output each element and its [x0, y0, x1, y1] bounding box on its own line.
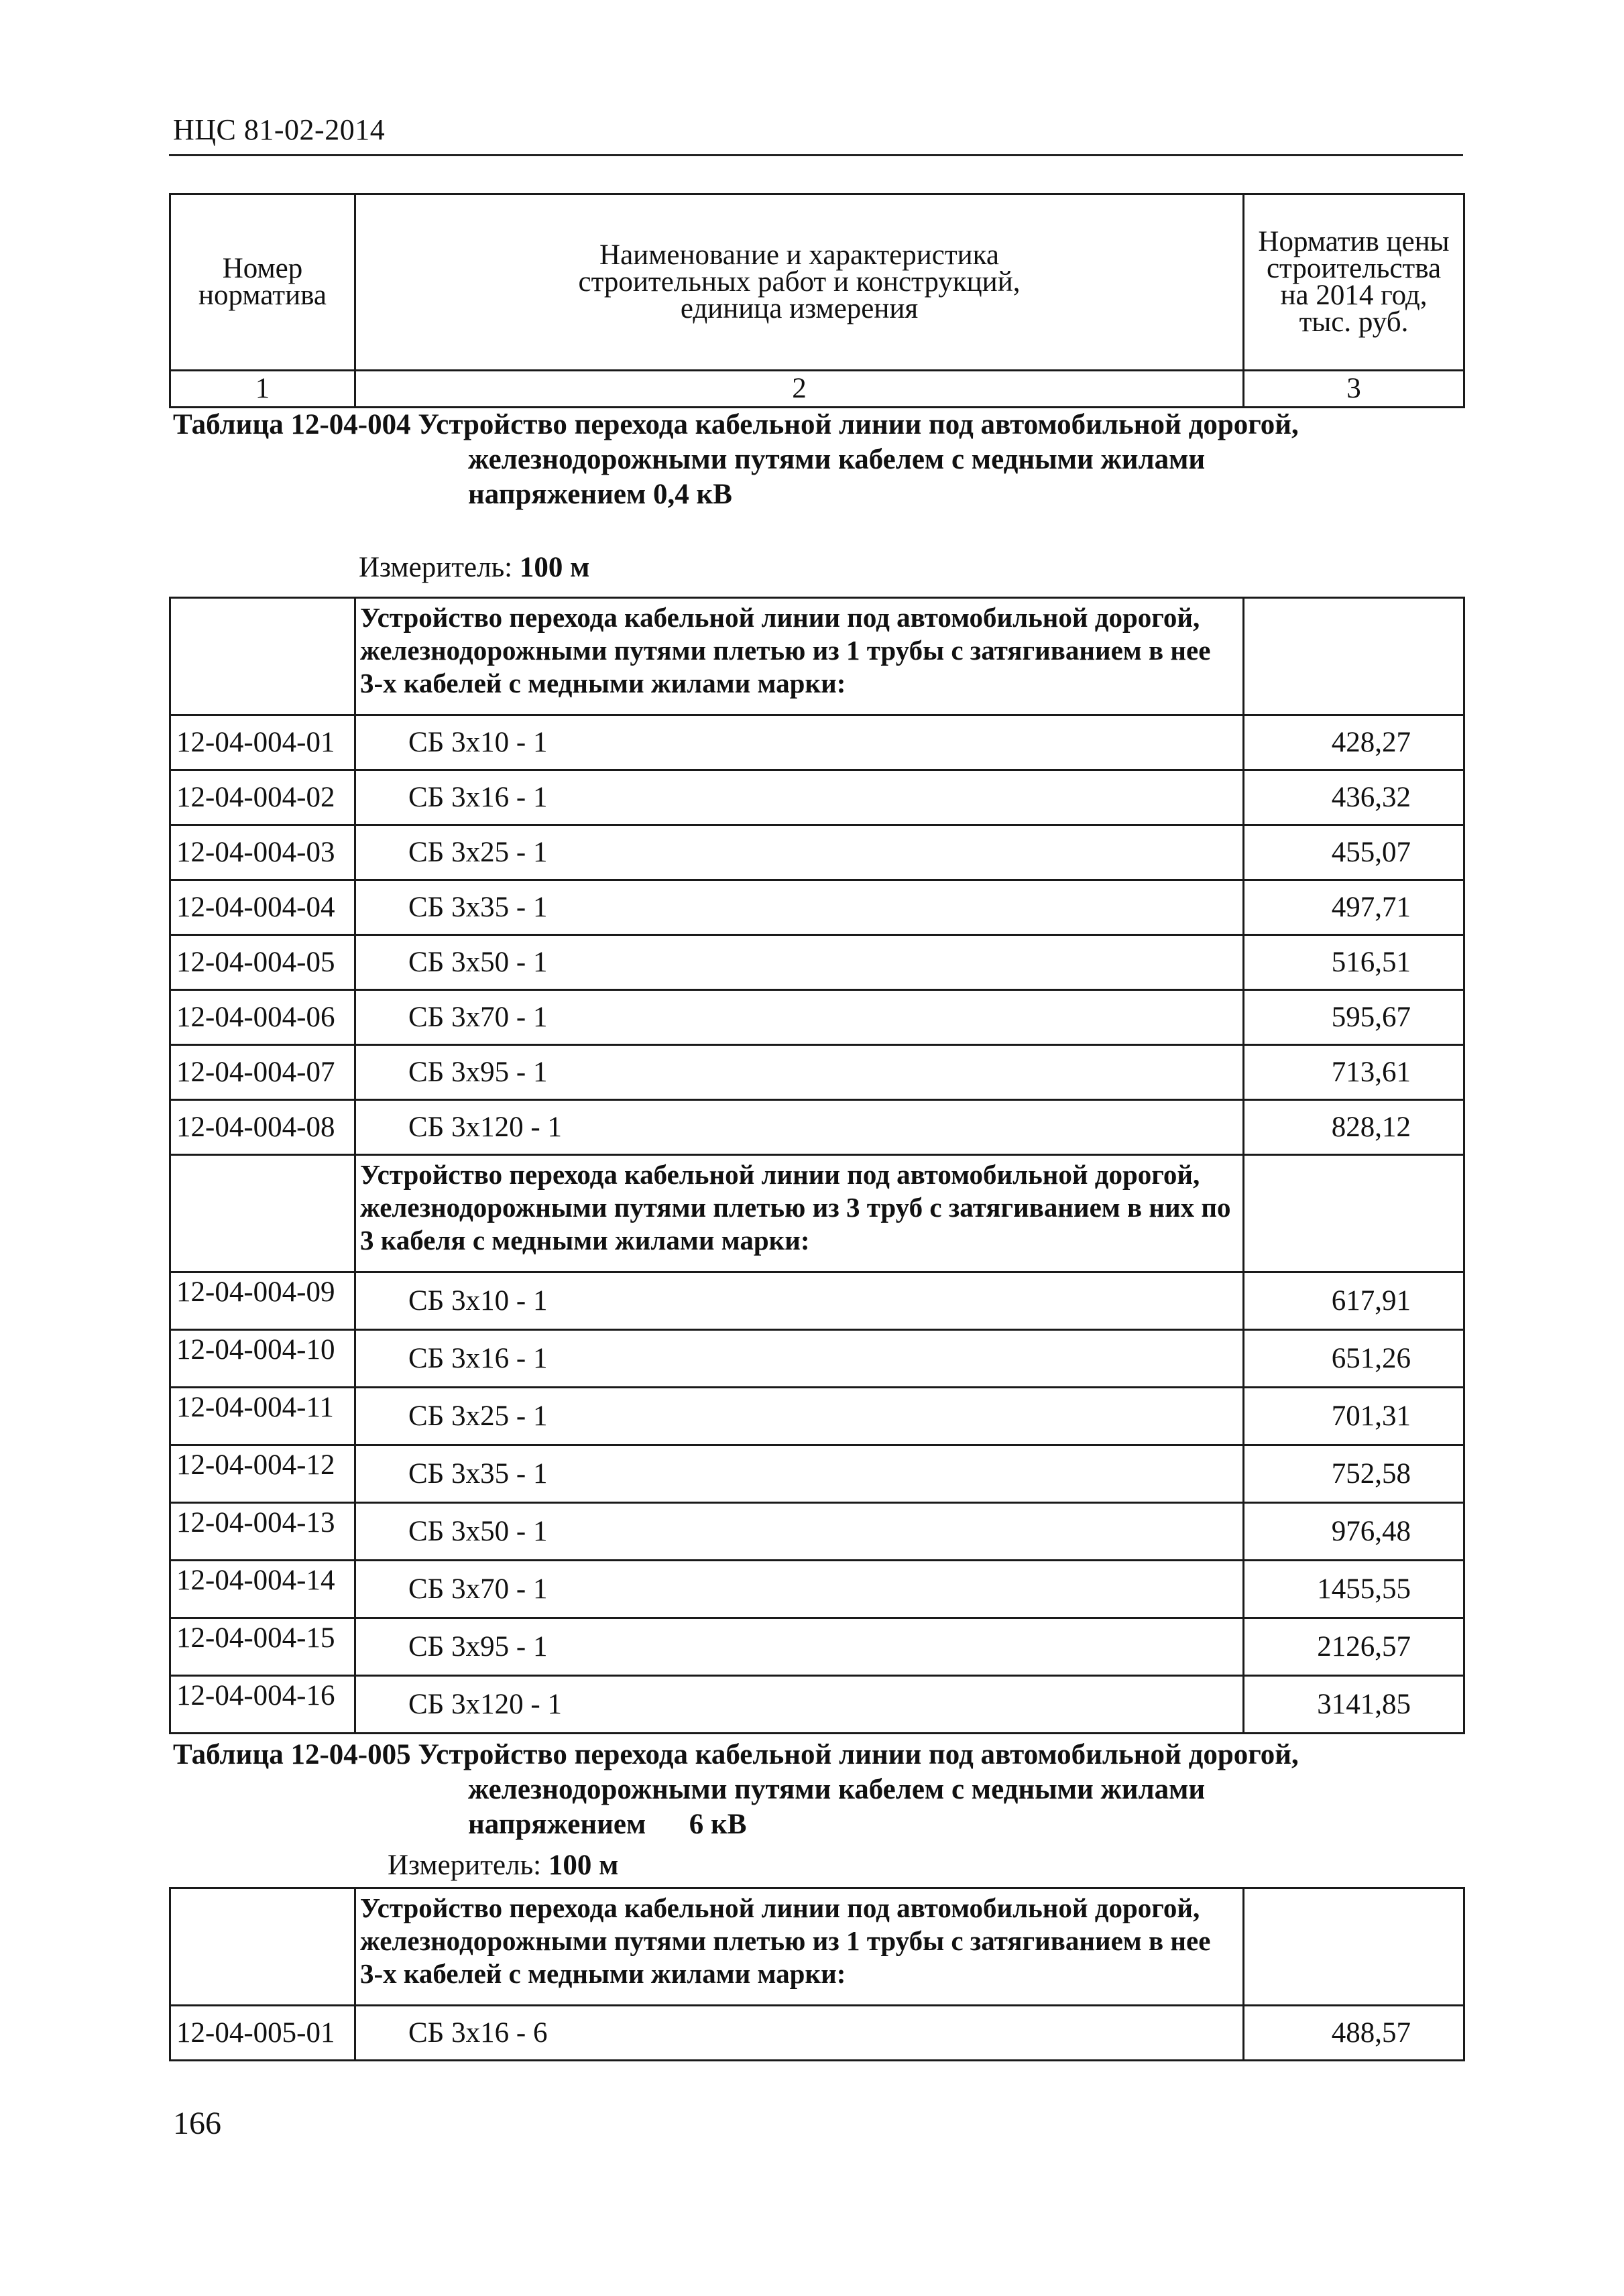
cable-grade: СБ 3х25 - 1	[355, 1388, 1244, 1445]
table-004-caption-line3: напряжением 0,4 кВ	[468, 479, 732, 510]
table-005-body	[170, 1888, 1464, 2061]
table-005-caption	[173, 1738, 1299, 1842]
group-header-row	[170, 1155, 1464, 1272]
column-index-2: 2	[355, 371, 1244, 408]
group-empty-cell	[170, 1155, 355, 1272]
norm-code: 12-04-004-16	[170, 1676, 355, 1734]
cable-grade: СБ 3х70 - 1	[355, 1561, 1244, 1618]
group-header-row	[170, 1888, 1464, 2006]
group-empty-cell	[1244, 1155, 1464, 1272]
meter-value: 100 м	[519, 552, 590, 583]
norm-price: 497,71	[1244, 880, 1464, 935]
document-header: НЦС 81-02-2014	[173, 113, 386, 146]
norm-price: 1455,55	[1244, 1561, 1464, 1618]
group-title: Устройство перехода кабельной линии под автомобильной дорогой, железнодорожными путями плетью из 1 трубы с затягиванием в нее 3-х кабелей с медными жилами марки:	[355, 1888, 1244, 2006]
norm-price: 3141,85	[1244, 1676, 1464, 1734]
cable-grade: СБ 3х35 - 1	[355, 880, 1244, 935]
norm-code: 12-04-004-01	[170, 715, 355, 770]
column-header-number: Номер норматива	[170, 194, 355, 371]
column-index-3: 3	[1244, 371, 1464, 408]
table-row	[170, 935, 1464, 990]
group-empty-cell	[170, 598, 355, 715]
table-005-caption-line1: Таблица 12-04-005 Устройство перехода кабельной линии под автомобильной дорогой,	[173, 1739, 1299, 1770]
header-rule	[169, 154, 1463, 156]
table-005-caption-line3: напряжением 6 кВ	[468, 1809, 747, 1840]
norm-code: 12-04-004-04	[170, 880, 355, 935]
group-header-row	[170, 598, 1464, 715]
norm-code: 12-04-004-12	[170, 1445, 355, 1503]
cable-grade: СБ 3х95 - 1	[355, 1618, 1244, 1676]
table-row	[170, 1272, 1464, 1330]
norm-code: 12-04-004-13	[170, 1503, 355, 1561]
group-title: Устройство перехода кабельной линии под автомобильной дорогой, железнодорожными путями плетью из 1 трубы с затягиванием в нее 3-х кабелей с медными жилами марки:	[355, 598, 1244, 715]
column-index-1: 1	[170, 371, 355, 408]
cable-grade: СБ 3х70 - 1	[355, 990, 1244, 1045]
column-header-price: Норматив цены строительства на 2014 год, тыс. руб.	[1244, 194, 1464, 371]
table-row	[170, 1100, 1464, 1155]
table-row	[170, 1330, 1464, 1388]
cable-grade: СБ 3х50 - 1	[355, 935, 1244, 990]
table-004-meter	[359, 551, 589, 584]
norm-price: 488,57	[1244, 2006, 1464, 2061]
norm-code: 12-04-004-08	[170, 1100, 355, 1155]
table-row	[170, 1045, 1464, 1100]
norm-code: 12-04-004-07	[170, 1045, 355, 1100]
cable-grade: СБ 3х10 - 1	[355, 715, 1244, 770]
norm-code: 12-04-004-14	[170, 1561, 355, 1618]
meter-value: 100 м	[548, 1850, 619, 1881]
cable-grade: СБ 3х120 - 1	[355, 1100, 1244, 1155]
norm-code: 12-04-004-11	[170, 1388, 355, 1445]
cable-grade: СБ 3х10 - 1	[355, 1272, 1244, 1330]
table-row	[170, 715, 1464, 770]
table-row	[170, 880, 1464, 935]
table-004-caption-line2: железнодорожными путями кабелем с медными жилами	[468, 444, 1206, 475]
norm-code: 12-04-005-01	[170, 2006, 355, 2061]
norm-price: 701,31	[1244, 1388, 1464, 1445]
table-row	[170, 825, 1464, 880]
table-row	[170, 1388, 1464, 1445]
norm-code: 12-04-004-15	[170, 1618, 355, 1676]
norm-price: 828,12	[1244, 1100, 1464, 1155]
cable-grade: СБ 3х35 - 1	[355, 1445, 1244, 1503]
norm-price: 428,27	[1244, 715, 1464, 770]
table-004-caption	[173, 408, 1299, 512]
meter-label: Измеритель:	[359, 552, 513, 583]
table-005	[169, 1887, 1465, 2061]
cable-grade: СБ 3х16 - 1	[355, 1330, 1244, 1388]
norm-code: 12-04-004-06	[170, 990, 355, 1045]
norm-price: 752,58	[1244, 1445, 1464, 1503]
column-header-name: Наименование и характеристика строительных работ и конструкций, единица измерения	[355, 194, 1244, 371]
table-004-body	[170, 598, 1464, 1734]
group-title: Устройство перехода кабельной линии под автомобильной дорогой, железнодорожными путями плетью из 3 труб с затягиванием в них по 3 кабеля с медными жилами марки:	[355, 1155, 1244, 1272]
table-row	[170, 1445, 1464, 1503]
table-row	[170, 990, 1464, 1045]
norm-price: 617,91	[1244, 1272, 1464, 1330]
norm-code: 12-04-004-09	[170, 1272, 355, 1330]
cable-grade: СБ 3х120 - 1	[355, 1676, 1244, 1734]
table-row	[170, 1618, 1464, 1676]
table-004	[169, 597, 1465, 1734]
group-empty-cell	[170, 1888, 355, 2006]
table-005-caption-line2: железнодорожными путями кабелем с медными жилами	[468, 1774, 1206, 1805]
norm-price: 651,26	[1244, 1330, 1464, 1388]
cable-grade: СБ 3х16 - 1	[355, 770, 1244, 825]
norm-price: 976,48	[1244, 1503, 1464, 1561]
group-empty-cell	[1244, 1888, 1464, 2006]
norm-price: 436,32	[1244, 770, 1464, 825]
table-row	[170, 1676, 1464, 1734]
column-header-table	[169, 193, 1465, 408]
table-004-caption-line1: Таблица 12-04-004 Устройство перехода кабельной линии под автомобильной дорогой,	[173, 409, 1299, 440]
norm-code: 12-04-004-05	[170, 935, 355, 990]
table-005-meter	[388, 1849, 618, 1882]
norm-price: 713,61	[1244, 1045, 1464, 1100]
table-row	[170, 1503, 1464, 1561]
norm-price: 516,51	[1244, 935, 1464, 990]
norm-price: 2126,57	[1244, 1618, 1464, 1676]
meter-label: Измеритель:	[388, 1850, 542, 1881]
table-row	[170, 770, 1464, 825]
page-number: 166	[173, 2106, 221, 2141]
cable-grade: СБ 3х25 - 1	[355, 825, 1244, 880]
norm-code: 12-04-004-03	[170, 825, 355, 880]
norm-price: 455,07	[1244, 825, 1464, 880]
norm-code: 12-04-004-10	[170, 1330, 355, 1388]
table-row	[170, 1561, 1464, 1618]
group-empty-cell	[1244, 598, 1464, 715]
norm-code: 12-04-004-02	[170, 770, 355, 825]
norm-price: 595,67	[1244, 990, 1464, 1045]
cable-grade: СБ 3х16 - 6	[355, 2006, 1244, 2061]
cable-grade: СБ 3х50 - 1	[355, 1503, 1244, 1561]
table-row	[170, 2006, 1464, 2061]
cable-grade: СБ 3х95 - 1	[355, 1045, 1244, 1100]
